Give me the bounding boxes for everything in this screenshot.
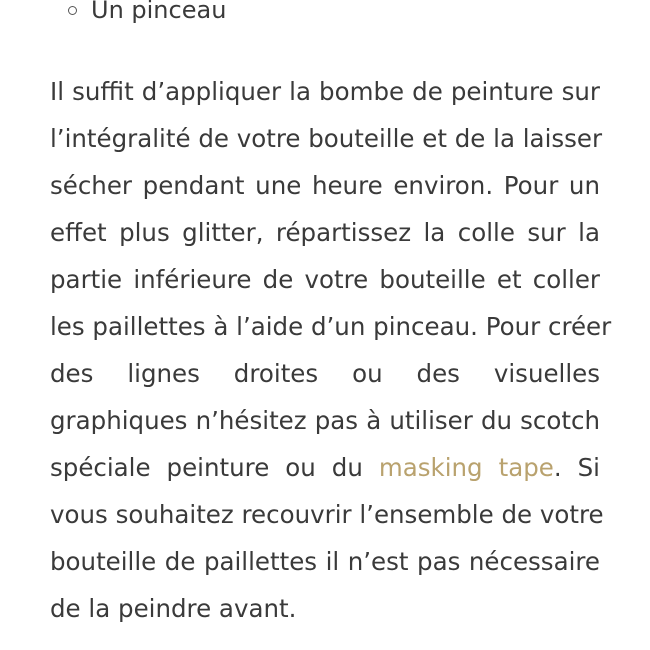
paragraph-line-with-link	[50, 444, 600, 491]
paragraph-line: sécher pendant une heure environ. Pour un	[50, 171, 600, 200]
instructions-paragraph	[50, 68, 612, 632]
list-item-label: Un pinceau	[91, 0, 227, 24]
paragraph-line: bouteille de paillettes il n’est pas nécessaire	[50, 547, 600, 576]
paragraph-line: Il suffit d’appliquer la bombe de peinture sur	[50, 77, 600, 106]
paragraph-line: l’intégralité de votre bouteille et de la laisser	[50, 124, 603, 153]
list-item	[68, 0, 226, 32]
paragraph-line: les paillettes à l’aide d’un pinceau. Pour créer	[50, 312, 612, 341]
supplies-list	[68, 0, 226, 32]
hollow-bullet-icon	[68, 6, 77, 15]
line-text-after-link: . Si	[553, 453, 600, 482]
paragraph-line: graphiques n’hésitez pas à utiliser du scotch	[50, 406, 600, 435]
paragraph-line: de la peindre avant.	[50, 594, 297, 623]
masking-tape-link[interactable]: masking tape	[378, 453, 554, 482]
paragraph-line: effet plus glitter, répartissez la colle sur la	[50, 218, 600, 247]
paragraph-line: partie inférieure de votre bouteille et coller	[50, 265, 600, 294]
paragraph-line: des lignes droites ou des visuelles	[50, 359, 600, 388]
paragraph-line: vous souhaitez recouvrir l’ensemble de votre	[50, 500, 604, 529]
line-text-before-link: spéciale peinture ou du	[50, 453, 379, 482]
